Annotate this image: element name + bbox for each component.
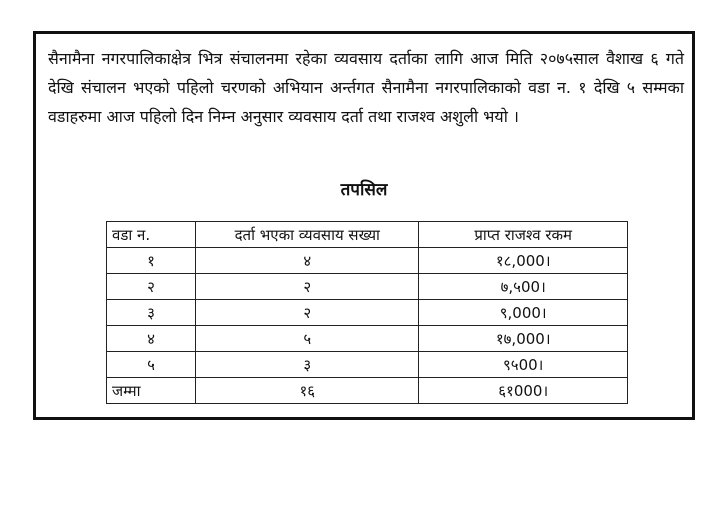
count-cell: २ [196, 300, 419, 326]
records-table [106, 221, 628, 404]
amount-cell: ९५00। [419, 352, 628, 378]
amount-cell: ९,000। [419, 300, 628, 326]
count-cell: ५ [196, 326, 419, 352]
table-row [107, 248, 628, 274]
amount-cell: १८,000। [419, 248, 628, 274]
table-row [107, 352, 628, 378]
amount-cell: १७,000। [419, 326, 628, 352]
ward-cell: २ [107, 274, 196, 300]
total-label-cell: जम्मा [107, 378, 196, 404]
header-registered-count: दर्ता भएका व्यवसाय सख्या [196, 222, 419, 248]
notice-frame [33, 31, 695, 420]
ward-cell: ३ [107, 300, 196, 326]
total-count-cell: १६ [196, 378, 419, 404]
ward-cell: ५ [107, 352, 196, 378]
header-revenue-amount: प्राप्त राजश्व रकम [419, 222, 628, 248]
count-cell: ४ [196, 248, 419, 274]
table-row [107, 274, 628, 300]
table-heading: तपसिल [340, 180, 388, 200]
count-cell: २ [196, 274, 419, 300]
total-amount-cell: ६१000। [419, 378, 628, 404]
ward-cell: ४ [107, 326, 196, 352]
count-cell: ३ [196, 352, 419, 378]
table-row [107, 300, 628, 326]
header-ward-no: वडा न. [107, 222, 196, 248]
ward-cell: १ [107, 248, 196, 274]
table-row [107, 326, 628, 352]
notice-paragraph: सैनामैना नगरपालिकाक्षेत्र भित्र संचालनमा रहेका व्यवसाय दर्ताका लागि आज मिति २०७५साल वैशाख ६ गते देखि संचालन भएको पहिलो चरणको अभियान अर्न्तगत सैनामैना नगरपालिकाको वडा न. १ देखि ५ सम्मका वडाहरुमा आज पहिलो दिन निम्न अनुसार व्यवसाय दर्ता तथा राजश्व अशुली भयो । [48, 49, 684, 126]
table-header-row [107, 222, 628, 248]
table-total-row [107, 378, 628, 404]
amount-cell: ७,५00। [419, 274, 628, 300]
